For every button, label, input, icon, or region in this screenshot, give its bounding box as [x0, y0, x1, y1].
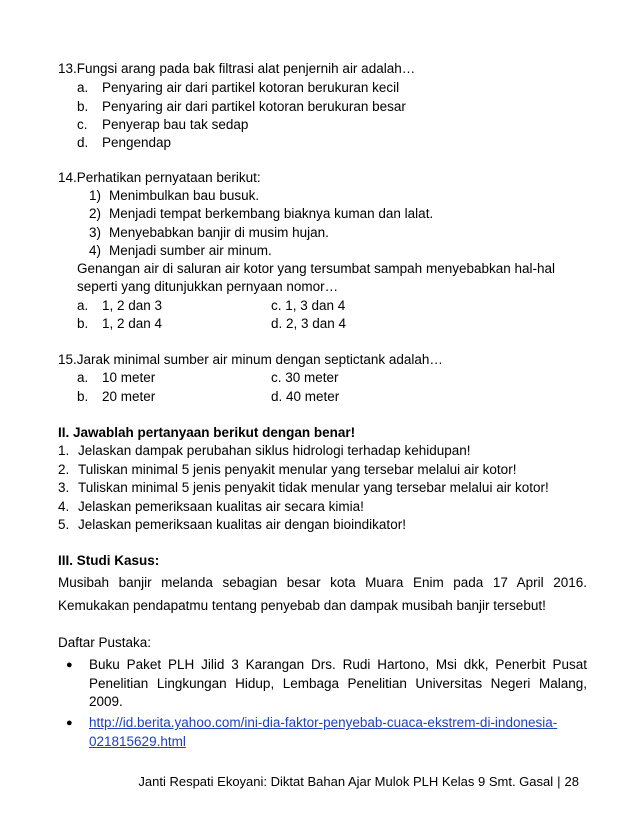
option-a: 1, 2 dan 3 — [102, 298, 163, 313]
option-letter: a. — [77, 298, 89, 313]
option-c: c. 1, 3 dan 4 — [271, 298, 346, 313]
q14-prompt-line-2: seperti yang ditunjukkan pernyaan nomor… — [77, 279, 339, 294]
option-letter: b. — [77, 389, 89, 404]
question-15: 15.Jarak minimal sumber air minum dengan septictank adalah… — [58, 352, 443, 367]
essay-text: Tuliskan minimal 5 jenis penyakit tidak menular yang tersebar melalui air kotor! — [78, 480, 549, 495]
option-b: 20 meter — [102, 389, 156, 404]
statement-text: Menjadi sumber air minum. — [109, 243, 272, 258]
statement-number: 1) — [89, 188, 102, 203]
essay-text: Jelaskan pemeriksaan kualitas air dengan bioindikator! — [78, 517, 406, 532]
option-letter: a. — [77, 80, 89, 95]
option-a: 10 meter — [102, 370, 156, 385]
footer-separator: | — [557, 774, 561, 789]
statement-number: 2) — [89, 206, 102, 221]
bullet-icon: ● — [66, 717, 73, 729]
page-footer — [138, 774, 579, 789]
option-text: Penyaring air dari partikel kotoran berukuran besar — [102, 99, 406, 114]
essay-number: 2. — [58, 462, 70, 477]
statement-text: Menimbulkan bau busuk. — [109, 188, 260, 203]
section-3-heading: III. Studi Kasus: — [58, 553, 160, 568]
statement-number: 4) — [89, 243, 102, 258]
case-study-line-2: Kemukakan pendapatmu tentang penyebab dan dampak musibah banjir tersebut! — [58, 598, 546, 613]
statement-text: Menyebabkan banjir di musim hujan. — [109, 225, 329, 240]
option-b: 1, 2 dan 4 — [102, 316, 163, 331]
essay-number: 1. — [58, 443, 70, 458]
reference-text: Buku Paket PLH Jilid 3 Karangan Drs. Rudi Hartono, Msi dkk, Penerbit Pusat — [89, 657, 587, 672]
option-d: d. 2, 3 dan 4 — [271, 316, 347, 331]
option-letter: a. — [77, 370, 89, 385]
page-number: 28 — [564, 774, 579, 789]
option-letter: b. — [77, 99, 89, 114]
q14-prompt-line-1: Genangan air di saluran air kotor yang tersumbat sampah menyebabkan hal-hal — [77, 261, 556, 276]
section-2-heading: II. Jawablah pertanyaan berikut dengan benar! — [58, 425, 356, 440]
footer-text: Janti Respati Ekoyani: Diktat Bahan Ajar Mulok PLH Kelas 9 Smt. Gasal — [138, 774, 554, 789]
statement-number: 3) — [89, 225, 102, 240]
statement-text: Menjadi tempat berkembang biaknya kuman dan lalat. — [109, 206, 434, 221]
essay-text: Jelaskan dampak perubahan siklus hidrologi terhadap kehidupan! — [78, 443, 471, 458]
essay-text: Tuliskan minimal 5 jenis penyakit menular yang tersebar melalui air kotor! — [78, 462, 517, 477]
reference-item-2-line-2 — [89, 733, 186, 751]
essay-text: Jelaskan pemeriksaan kualitas air secara kimia! — [78, 499, 364, 514]
option-letter: b. — [77, 316, 89, 331]
option-d: d. 40 meter — [271, 389, 340, 404]
bullet-icon: ● — [66, 659, 73, 671]
references-heading: Daftar Pustaka: — [58, 635, 152, 650]
option-text: Penyaring air dari partikel kotoran berukuran kecil — [102, 80, 400, 95]
essay-number: 3. — [58, 480, 70, 495]
option-c: c. 30 meter — [271, 370, 339, 385]
reference-link-continued[interactable]: 021815629.html — [89, 734, 186, 749]
question-14: 14.Perhatikan pernyataan berikut: — [58, 170, 261, 185]
reference-item-1-line-3: 2009. — [89, 694, 123, 709]
essay-number: 5. — [58, 517, 70, 532]
option-letter: d. — [77, 135, 89, 150]
case-study-line-1: Musibah banjir melanda sebagian besar kota Muara Enim pada 17 April 2016. — [58, 575, 587, 590]
option-letter: c. — [77, 117, 88, 132]
question-13: 13.Fungsi arang pada bak filtrasi alat penjernih air adalah… — [58, 61, 416, 76]
essay-number: 4. — [58, 499, 70, 514]
reference-text: Penelitian Lingkungan Hidup, Lembaga Penelitian Universitas Negeri Malang, — [89, 676, 587, 691]
option-text: Pengendap — [102, 135, 172, 150]
option-text: Penyerap bau tak sedap — [102, 117, 249, 132]
reference-link[interactable]: http://id.berita.yahoo.com/ini-dia-faktor-penyebab-cuaca-ekstrem-di-indonesia- — [89, 715, 558, 730]
